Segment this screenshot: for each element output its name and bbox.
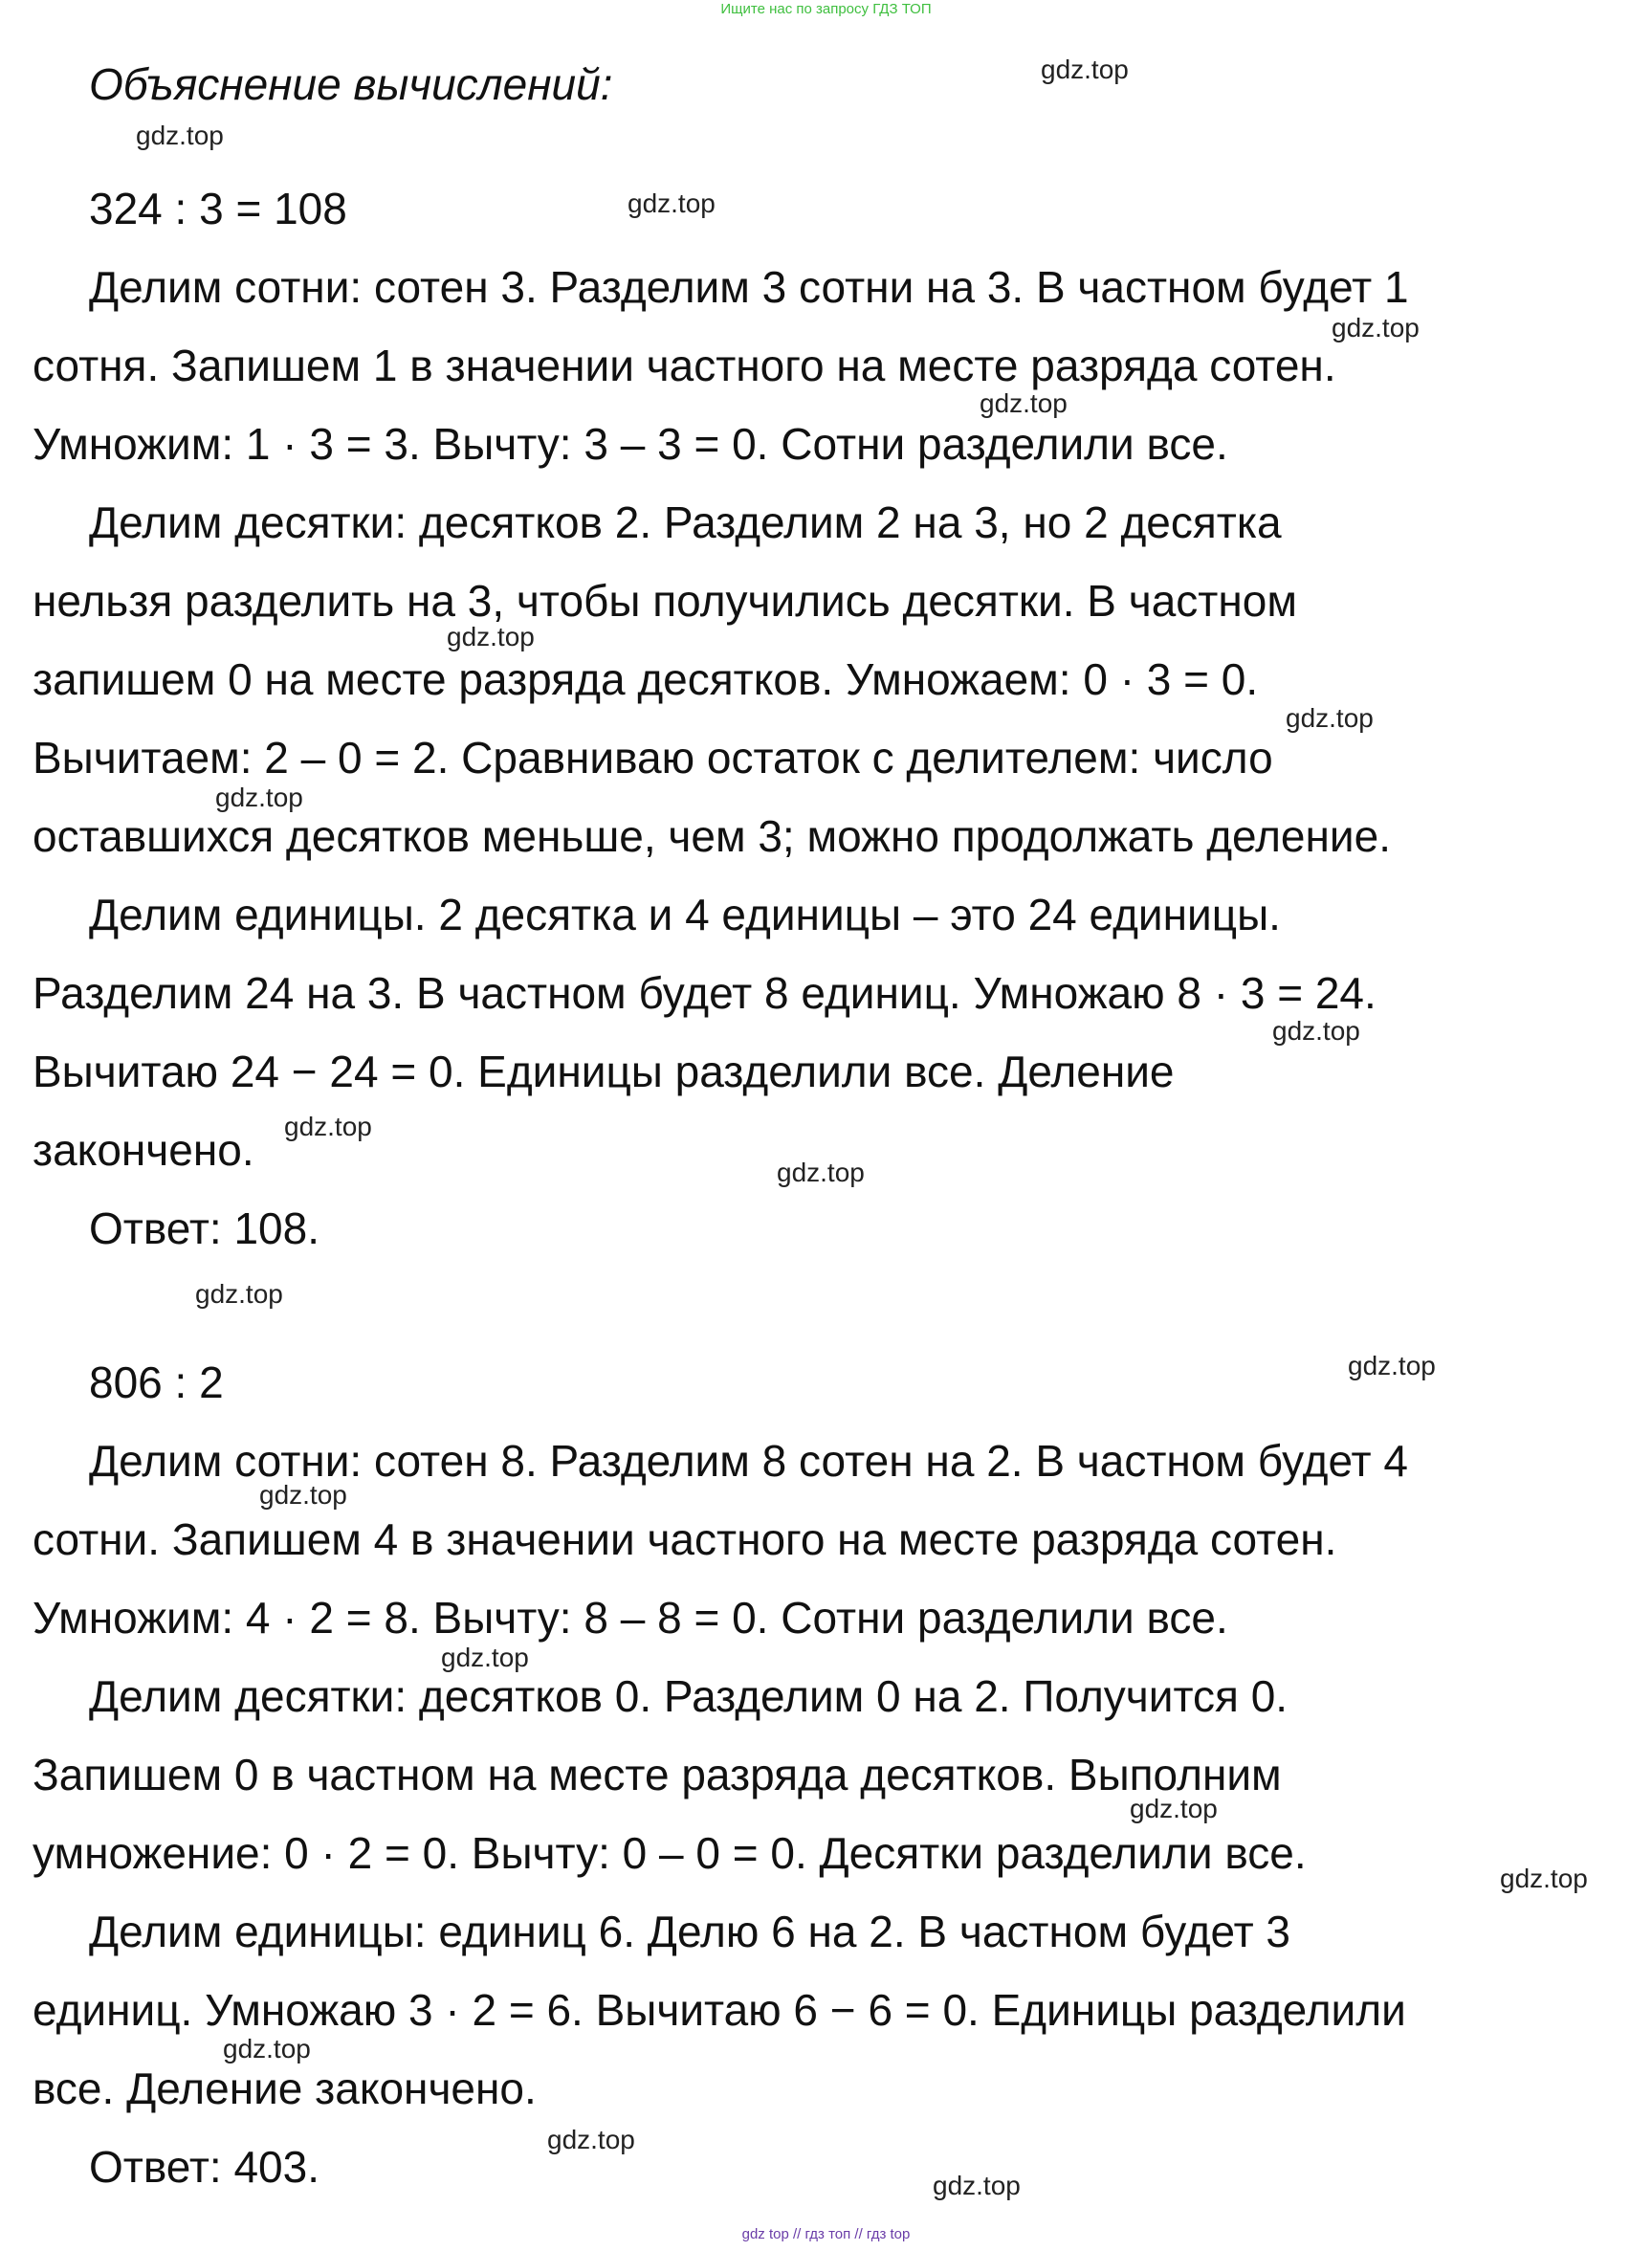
text-line: сотня. Запишем 1 в значении частного на месте разряда сотен. — [33, 341, 1336, 390]
text-line: Делим десятки: десятков 0. Разделим 0 на 2. Получится 0. — [89, 1671, 1289, 1721]
watermark: gdz.top — [1041, 55, 1129, 84]
text-line: нельзя разделить на 3, чтобы получились десятки. В частном — [33, 576, 1297, 626]
top-banner: Ищите нас по запросу ГДЗ ТОП — [720, 1, 932, 17]
text-line: Делим сотни: сотен 3. Разделим 3 сотни на 3. В частном будет 1 — [89, 262, 1409, 312]
text-line: Вычитаю 24 − 24 = 0. Единицы разделили все. Деление — [33, 1047, 1175, 1096]
text-line: сотни. Запишем 4 в значении частного на месте разряда сотен. — [33, 1514, 1337, 1564]
text-line: Делим единицы. 2 десятка и 4 единицы – это 24 единицы. — [89, 890, 1281, 939]
watermark: gdz.top — [1348, 1351, 1436, 1380]
watermark: gdz.top — [223, 2034, 311, 2063]
example-1-equation: 324 : 3 = 108 — [89, 184, 347, 233]
text-line: закончено. — [33, 1125, 254, 1175]
text-line: Делим единицы: единиц 6. Делю 6 на 2. В частном будет 3 — [89, 1907, 1291, 1956]
text-line: Умножим: 4 · 2 = 8. Вычту: 8 – 8 = 0. Сотни разделили все. — [33, 1593, 1228, 1643]
text-line: все. Деление закончено. — [33, 2063, 537, 2113]
text-line: Вычитаем: 2 – 0 = 2. Сравниваю остаток с делителем: число — [33, 733, 1273, 783]
watermark: gdz.top — [1272, 1016, 1360, 1046]
bottom-banner: gdz top // гдз топ // гдз top — [741, 2226, 911, 2242]
text-line: запишем 0 на месте разряда десятков. Умножаем: 0 · 3 = 0. — [33, 654, 1259, 704]
text-line: Разделим 24 на 3. В частном будет 8 единиц. Умножаю 8 · 3 = 24. — [33, 968, 1377, 1018]
watermark: gdz.top — [195, 1279, 283, 1309]
text-line: Делим сотни: сотен 8. Разделим 8 сотен на 2. В частном будет 4 — [89, 1436, 1408, 1486]
watermark: gdz.top — [1332, 313, 1420, 342]
answer-2: Ответ: 403. — [89, 2142, 319, 2192]
section-title: Объяснение вычислений: — [89, 59, 613, 109]
watermark: gdz.top — [136, 121, 224, 150]
text-line: единиц. Умножаю 3 · 2 = 6. Вычитаю 6 − 6 = 0. Единицы разделили — [33, 1985, 1406, 2035]
watermark: gdz.top — [1500, 1864, 1588, 1893]
watermark: gdz.top — [215, 783, 303, 812]
watermark: gdz.top — [1130, 1794, 1218, 1823]
example-2-equation: 806 : 2 — [89, 1357, 224, 1407]
watermark: gdz.top — [284, 1112, 372, 1141]
watermark: gdz.top — [547, 2125, 635, 2154]
watermark: gdz.top — [628, 188, 716, 218]
watermark: gdz.top — [777, 1158, 865, 1187]
text-line: Запишем 0 в частном на месте разряда десятков. Выполним — [33, 1750, 1282, 1799]
text-line: Делим десятки: десятков 2. Разделим 2 на 3, но 2 десятка — [89, 497, 1282, 547]
text-line: оставшихся десятков меньше, чем 3; можно продолжать деление. — [33, 811, 1391, 861]
text-line: Умножим: 1 · 3 = 3. Вычту: 3 – 3 = 0. Сотни разделили все. — [33, 419, 1228, 469]
watermark: gdz.top — [1286, 703, 1374, 733]
answer-1: Ответ: 108. — [89, 1203, 319, 1253]
text-line: умножение: 0 · 2 = 0. Вычту: 0 – 0 = 0. Десятки разделили все. — [33, 1828, 1307, 1878]
watermark: gdz.top — [933, 2171, 1021, 2200]
watermark: gdz.top — [259, 1480, 347, 1510]
watermark: gdz.top — [980, 388, 1068, 418]
watermark: gdz.top — [441, 1643, 529, 1672]
watermark: gdz.top — [447, 622, 535, 651]
